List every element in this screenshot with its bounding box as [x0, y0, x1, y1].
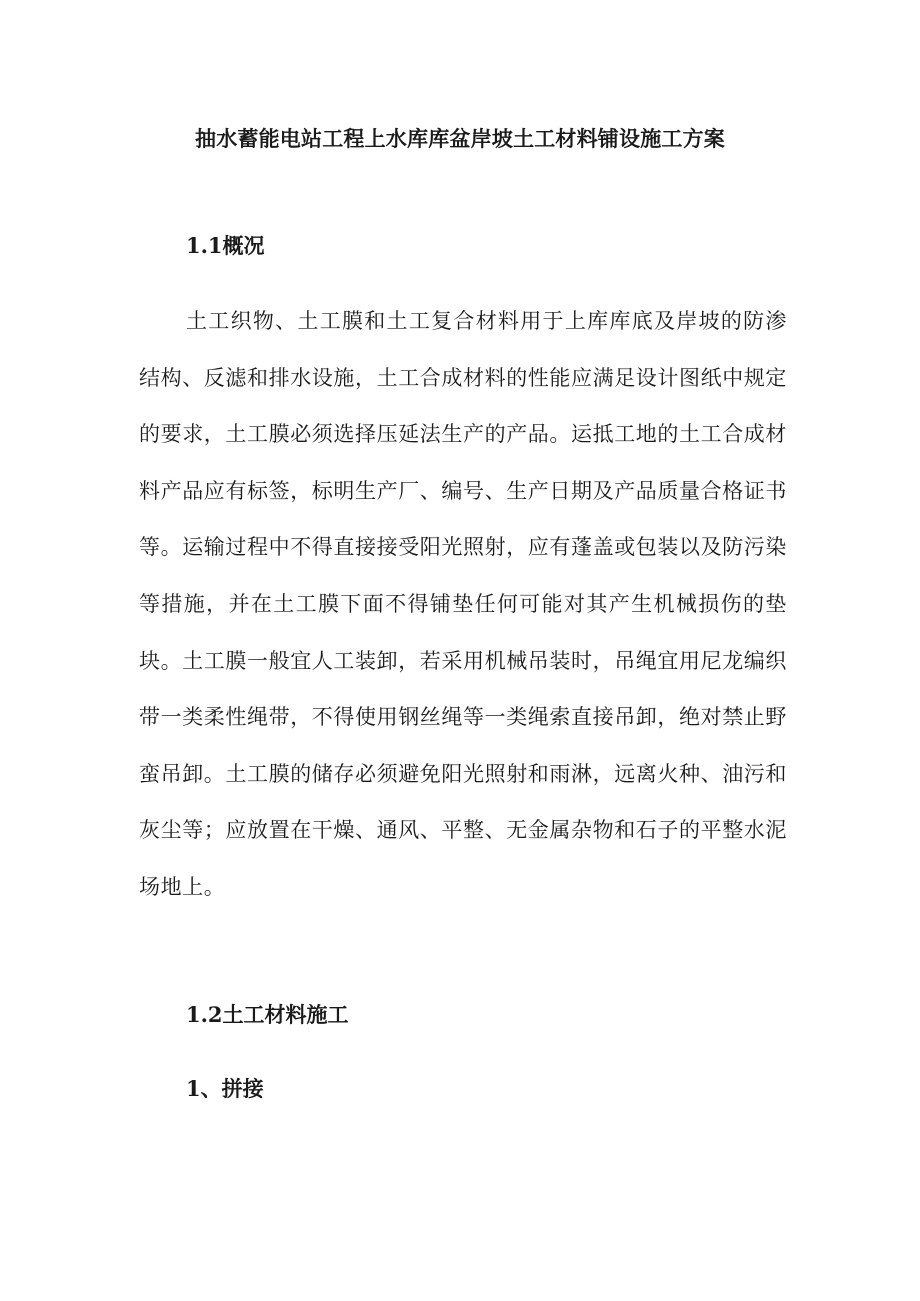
section-heading-material-construction: 1.2土工材料施工	[186, 1002, 349, 1027]
overview-paragraph: 土工织物、土工膜和土工复合材料用于上库库底及岸坡的防渗结构、反滤和排水设施，土工合成材料的性能应满足设计图纸中规定的要求，土工膜必须选择压延法生产的产品。运抵工地的土工合成材料产品应有标签，标明生产厂、编号、生产日期及产品质量合格证书等。运输过程中不得直接接受阳光照射，应有蓬盖或包装以及防污染等措施，并在土工膜下面不得铺垫任何可能对其产生机械损伤的垫块。土工膜一般宜人工装卸，若采用机械吊装时，吊绳宜用尼龙编织带一类柔性绳带，不得使用钢丝绳等一类绳索直接吊卸，绝对禁止野蛮吊卸。土工膜的储存必须避免阳光照射和雨淋，远离火种、油污和灰尘等；应放置在干燥、通风、平整、无金属杂物和石子的平整水泥场地上。	[139, 309, 787, 899]
document-title: 抽水蓄能电站工程上水库库盆岸坡土工材料铺设施工方案	[195, 126, 725, 151]
subheading-splicing: 1、拼接	[186, 1076, 264, 1101]
section-heading-overview: 1.1概况	[186, 233, 265, 258]
